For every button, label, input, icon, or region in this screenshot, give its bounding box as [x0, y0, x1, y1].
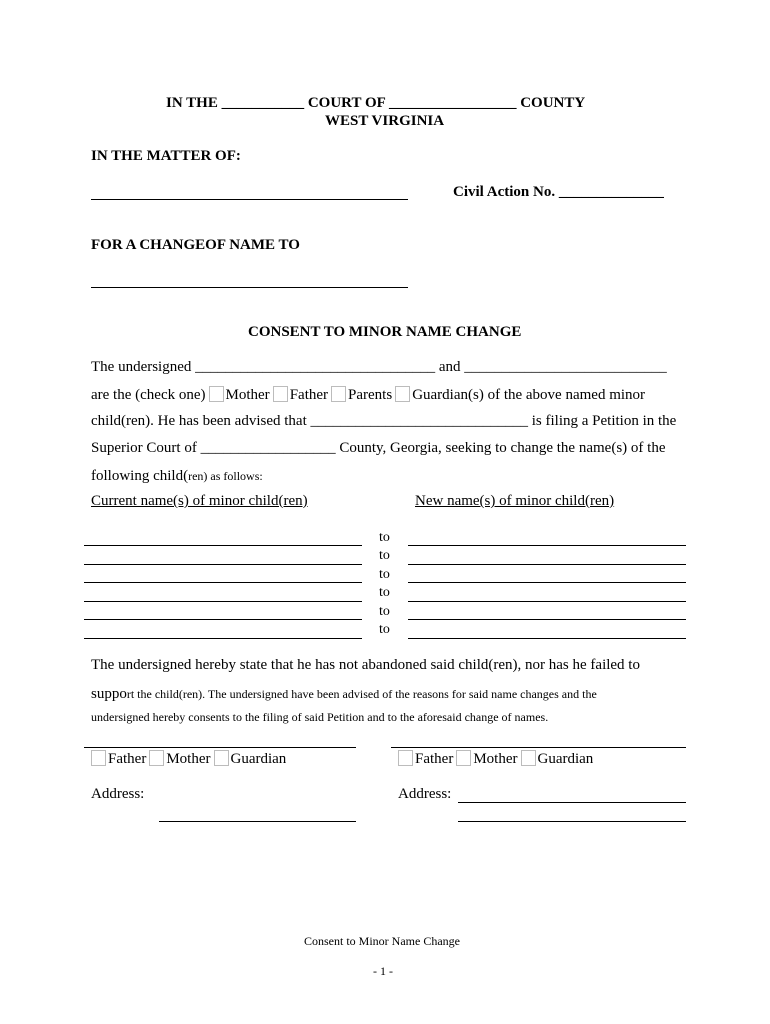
father-option-label: Father [289, 387, 329, 403]
body-line-4: Superior Court of __________________ County, Georgia, seeking to change the name(s) of the [91, 440, 666, 456]
left-signature-line[interactable] [84, 747, 356, 748]
left-father-checkbox[interactable] [91, 750, 106, 766]
right-address-line-1[interactable] [458, 802, 686, 803]
statement-support-rest: rt the child(ren). The undersigned have been advised of the reasons for said name changes and the [126, 687, 597, 701]
right-signature-line[interactable] [391, 747, 686, 748]
body-line-2 [91, 386, 645, 404]
new-name-line[interactable] [408, 564, 686, 565]
left-mother-checkbox[interactable] [149, 750, 164, 766]
parents-option-label: Parents [348, 387, 393, 403]
new-name-line[interactable] [408, 619, 686, 620]
new-name-line[interactable] [408, 638, 686, 639]
to-word: to [379, 567, 390, 582]
current-name-line[interactable] [84, 638, 362, 639]
statement-line-1: The undersigned hereby state that he has not abandoned said child(ren), nor has he failed to [91, 657, 640, 673]
current-name-line[interactable] [84, 564, 362, 565]
current-name-line[interactable] [84, 545, 362, 546]
footer-title: Consent to Minor Name Change [304, 934, 460, 948]
right-guardian-label: Guardian [537, 751, 594, 767]
document-title: CONSENT TO MINOR NAME CHANGE [248, 324, 522, 340]
to-word: to [379, 622, 390, 637]
body-line-1: The undersigned ________________________________ and ___________________________ [91, 359, 667, 375]
left-address-label: Address: [91, 786, 145, 802]
right-father-label: Father [415, 751, 454, 767]
new-names-header: New name(s) of minor child(ren) [415, 493, 615, 509]
right-mother-checkbox[interactable] [456, 750, 471, 766]
left-role-options [88, 750, 286, 768]
new-name-line[interactable] [408, 545, 686, 546]
civil-action-number: Civil Action No. ______________ [453, 184, 664, 200]
guardians-checkbox[interactable] [395, 386, 410, 402]
left-guardian-label: Guardian [230, 751, 287, 767]
right-father-checkbox[interactable] [398, 750, 413, 766]
statement-line-2 [91, 685, 597, 703]
to-word: to [379, 604, 390, 619]
right-address-label: Address: [398, 786, 452, 802]
matter-label: IN THE MATTER OF: [91, 148, 241, 164]
new-name-line[interactable] [408, 582, 686, 583]
left-guardian-checkbox[interactable] [214, 750, 229, 766]
current-names-header: Current name(s) of minor child(ren) [91, 493, 308, 509]
left-mother-label: Mother [166, 751, 211, 767]
check-one-label: are the (check one) [91, 387, 206, 403]
mother-checkbox[interactable] [209, 386, 224, 402]
parents-checkbox[interactable] [331, 386, 346, 402]
new-name-line[interactable] [91, 287, 408, 288]
right-guardian-checkbox[interactable] [521, 750, 536, 766]
body-line-5 [91, 467, 263, 485]
current-name-line[interactable] [84, 601, 362, 602]
current-name-line[interactable] [84, 582, 362, 583]
to-word: to [379, 548, 390, 563]
right-mother-label: Mother [473, 751, 518, 767]
left-father-label: Father [108, 751, 147, 767]
petitioner-name-line[interactable] [91, 199, 408, 200]
body-line-3: child(ren). He has been advised that _____________________________ is filing a Petition in the [91, 413, 677, 429]
to-word: to [379, 530, 390, 545]
right-address-line-2[interactable] [458, 821, 686, 822]
following-children-text: following child( [91, 468, 189, 484]
as-follows-text: ren) as follows: [188, 469, 263, 483]
statement-line-3: undersigned hereby consents to the filing of said Petition and to the aforesaid change of names. [91, 710, 549, 724]
guardians-option-label: Guardian(s) of the above named minor [412, 387, 646, 403]
change-of-name-label: FOR A CHANGEOF NAME TO [91, 237, 300, 253]
father-checkbox[interactable] [273, 386, 288, 402]
right-role-options [395, 750, 593, 768]
current-name-line[interactable] [84, 619, 362, 620]
left-address-line[interactable] [159, 821, 356, 822]
mother-option-label: Mother [225, 387, 270, 403]
new-name-line[interactable] [408, 601, 686, 602]
to-word: to [379, 585, 390, 600]
statement-support-start: suppo [91, 686, 127, 702]
court-header-line: IN THE ___________ COURT OF _________________ COUNTY [166, 95, 586, 111]
page-number: - 1 - [373, 964, 393, 978]
state-header: WEST VIRGINIA [325, 113, 445, 129]
